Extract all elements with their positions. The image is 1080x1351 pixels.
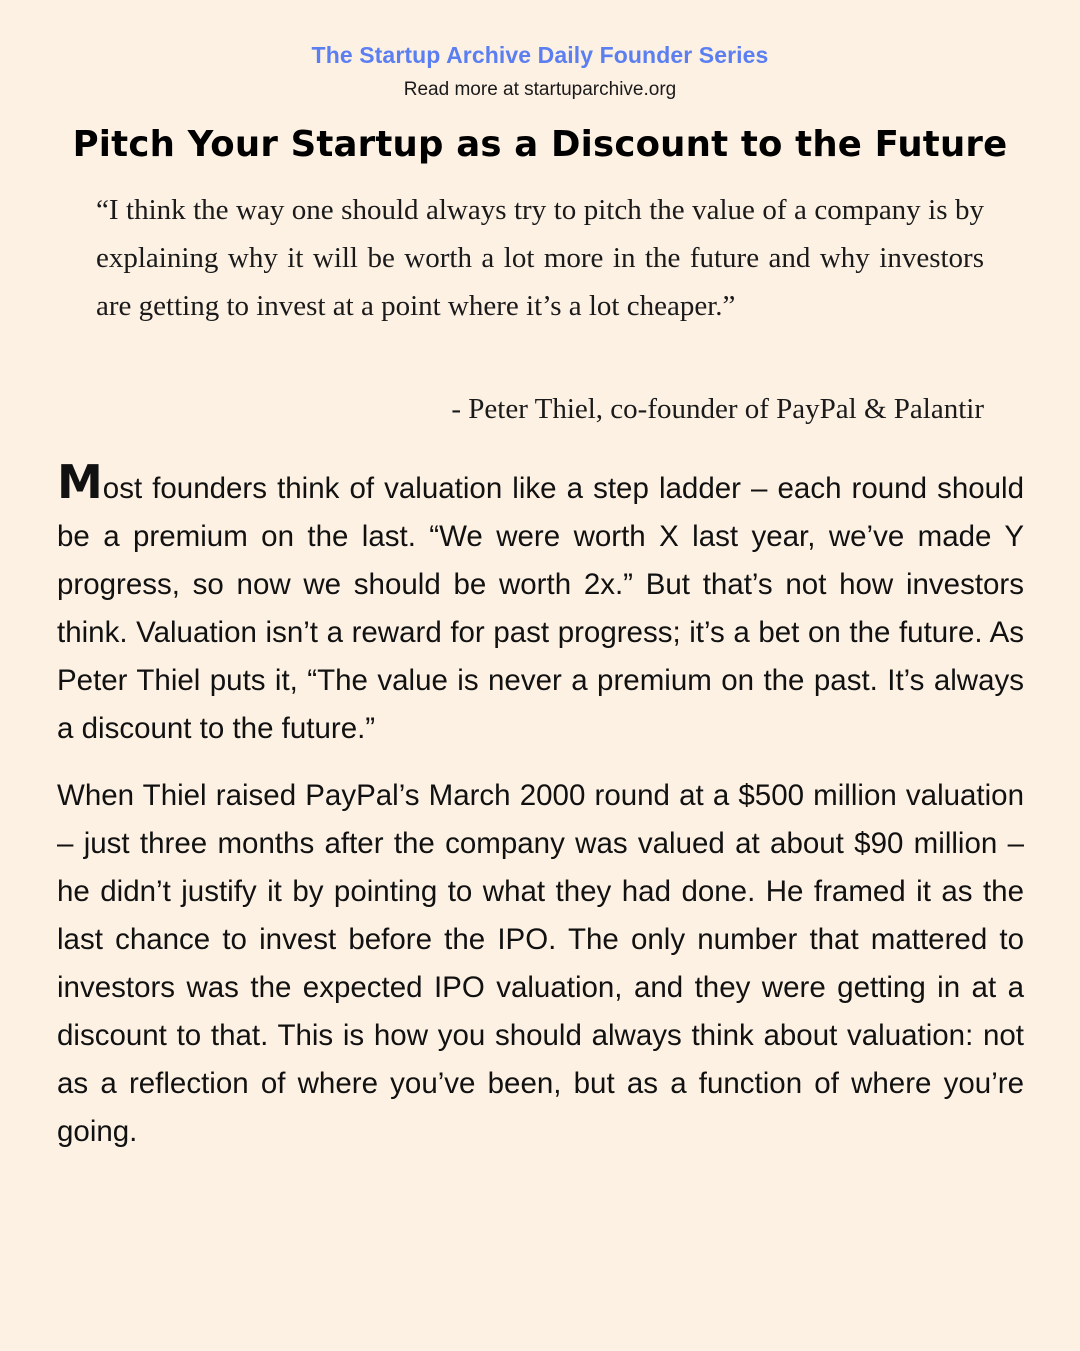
- quote-attribution: - Peter Thiel, co-founder of PayPal & Palantir: [451, 393, 984, 425]
- article-title: Pitch Your Startup as a Discount to the Future: [72, 124, 1008, 165]
- body-paragraph-1-text: ost founders think of valuation like a step ladder – each round should be a premium on the last. “We were worth X last year, we’ve made Y progress, so now we should be worth 2x.” But that’s not how investors think. Valuation isn’t a reward for past progress; it’s a bet on the future. As Peter Thiel puts it, “The value is never a premium on the past. It’s always a discount to the future.”: [57, 472, 1024, 745]
- pull-quote: “I think the way one should always try to pitch the value of a company is by explaining why it will be worth a lot more in the future and why investors are getting to invest at a point where it’s a lot cheaper.”: [96, 194, 984, 322]
- body-paragraph-1: [57, 455, 1024, 753]
- body-paragraph-2: When Thiel raised PayPal’s March 2000 round at a $500 million valuation – just three months after the company was valued at about $90 million – he didn’t justify it by pointing to what they had done. He framed it as the last chance to invest before the IPO. The only number that mattered to investors was the expected IPO valuation, and they were getting in at a discount to that. This is how you should always think about valuation: not as a reflection of where you’ve been, but as a function of where you’re going.: [57, 779, 1024, 1148]
- series-title: The Startup Archive Daily Founder Series: [311, 42, 769, 68]
- drop-cap: M: [57, 455, 103, 509]
- series-subtitle: Read more at startuparchive.org: [403, 79, 677, 100]
